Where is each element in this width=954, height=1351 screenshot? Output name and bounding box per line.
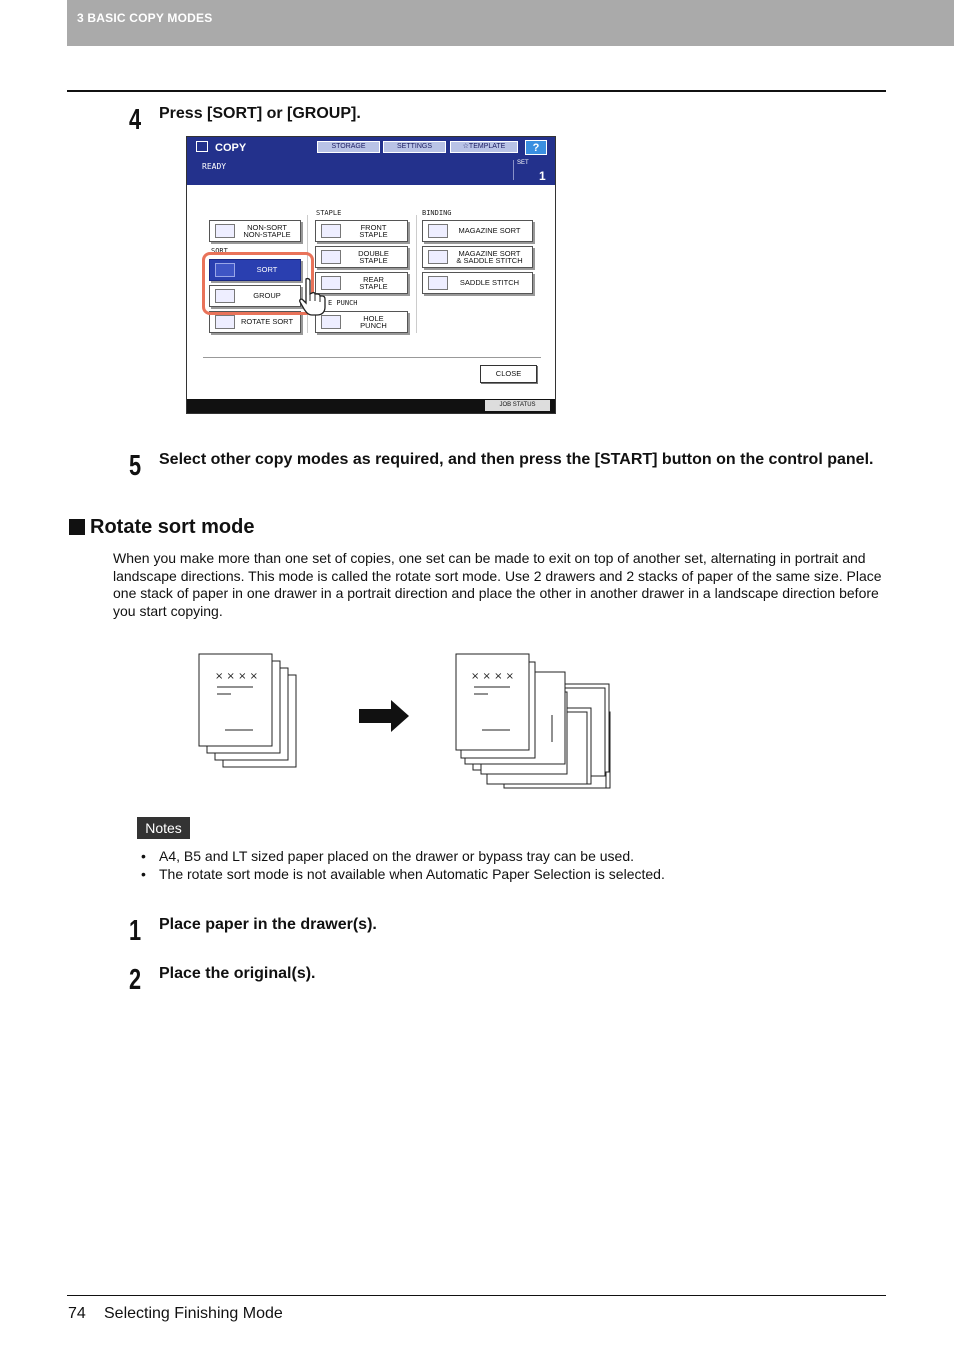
rear-staple-label: REAR STAPLE [359,274,388,291]
section-bullet-icon [69,519,85,535]
help-button[interactable]: ? [525,140,547,155]
saddle-stitch-label: SADDLE STITCH [459,278,520,288]
page-mark-left: × × × × [215,671,259,682]
magazine-saddle-button[interactable] [422,246,533,268]
double-staple-label: DOUBLE STAPLE [358,248,389,265]
group-label-staple: STAPLE [316,209,342,217]
saddle-stitch-button[interactable] [422,272,533,294]
page-mark-right: × × × × [471,671,515,682]
chapter-header [67,0,954,46]
step-4-number: 4 [129,104,142,136]
rotate-sort-icon [215,315,235,329]
double-staple-button[interactable] [315,246,408,268]
non-sort-label: NON-SORT NON-STAPLE [243,222,291,239]
note-bullet: • [141,866,146,882]
step-2-text: Place the original(s). [159,965,316,982]
group-label-punch: E PUNCH [328,299,358,307]
panel-divider [203,357,541,358]
front-staple-label: FRONT STAPLE [359,222,388,239]
pointing-hand-icon [298,277,328,317]
status-text: READY [202,162,227,171]
tab-settings[interactable]: SETTINGS [383,141,446,153]
group-label-binding: BINDING [422,209,452,217]
rotate-sort-illustration [195,650,615,795]
panel-titlebar [187,137,556,185]
section-title: Rotate sort mode [90,516,255,538]
set-divider [513,160,514,180]
magazine-sort-button[interactable] [422,220,533,242]
non-sort-button[interactable] [209,220,301,242]
panel-title: COPY [215,142,247,154]
magazine-saddle-label: MAGAZINE SORT & SADDLE STITCH [456,248,523,265]
front-staple-button[interactable] [315,220,408,242]
double-staple-icon [321,250,341,264]
set-value: 1 [539,169,546,183]
magazine-sort-label: MAGAZINE SORT [458,226,521,236]
page-number: 74 [68,1305,86,1322]
tab-storage[interactable]: STORAGE [317,141,380,153]
footer-title: Selecting Finishing Mode [104,1305,283,1322]
magazine-sort-icon [428,224,448,238]
non-sort-icon [215,224,235,238]
close-button[interactable]: CLOSE [480,365,537,383]
tab-template-label: TEMPLATE [468,143,506,150]
note-item-2: The rotate sort mode is not available when Automatic Paper Selection is selected. [159,866,665,882]
magazine-saddle-icon [428,250,448,264]
step-1-text: Place paper in the drawer(s). [159,916,377,933]
saddle-stitch-icon [428,276,448,290]
column-divider [416,215,417,333]
arrow-right-icon [359,700,409,732]
section-body: When you make more than one set of copies, one set can be made to exit on top of another set, alternating in portrait and landscape directions. This mode is called the rotate sort mode. Use 2 drawers and 2 stacks of paper of the same size. Place one stack of paper in one drawer in a portrait direction and place the other in another drawer in a landscape direction before you start copying. [113,550,882,619]
hole-punch-button[interactable] [315,311,408,333]
hole-punch-label: HOLE PUNCH [360,313,387,330]
touch-panel-screenshot [186,136,556,414]
rotate-sort-label: ROTATE SORT [240,317,294,327]
step-4-text: Press [SORT] or [GROUP]. [159,105,361,122]
sort-label: SORT [256,265,278,275]
chapter-title: 3 BASIC COPY MODES [77,11,213,25]
group-label: GROUP [253,291,281,301]
step-5-number: 5 [129,450,142,482]
front-staple-icon [321,224,341,238]
notes-label: Notes [137,817,190,839]
rear-staple-button[interactable] [315,272,408,294]
hole-punch-icon [321,315,341,329]
top-rule [67,90,886,92]
set-label: SET [517,160,529,166]
copy-icon [196,141,208,152]
step-5-text: Select other copy modes as required, and then press the [START] button on the control panel. [159,451,874,468]
step-2-number: 2 [129,964,142,996]
note-bullet: • [141,848,146,864]
note-item-1: A4, B5 and LT sized paper placed on the drawer or bypass tray can be used. [159,848,634,864]
job-status-button[interactable]: JOB STATUS [485,400,550,411]
star-icon: ☆ [462,143,469,150]
bottom-rule [67,1295,886,1296]
tab-template[interactable] [450,141,518,153]
group-label-sort: SORT [211,247,228,255]
step-1-number: 1 [129,915,142,947]
